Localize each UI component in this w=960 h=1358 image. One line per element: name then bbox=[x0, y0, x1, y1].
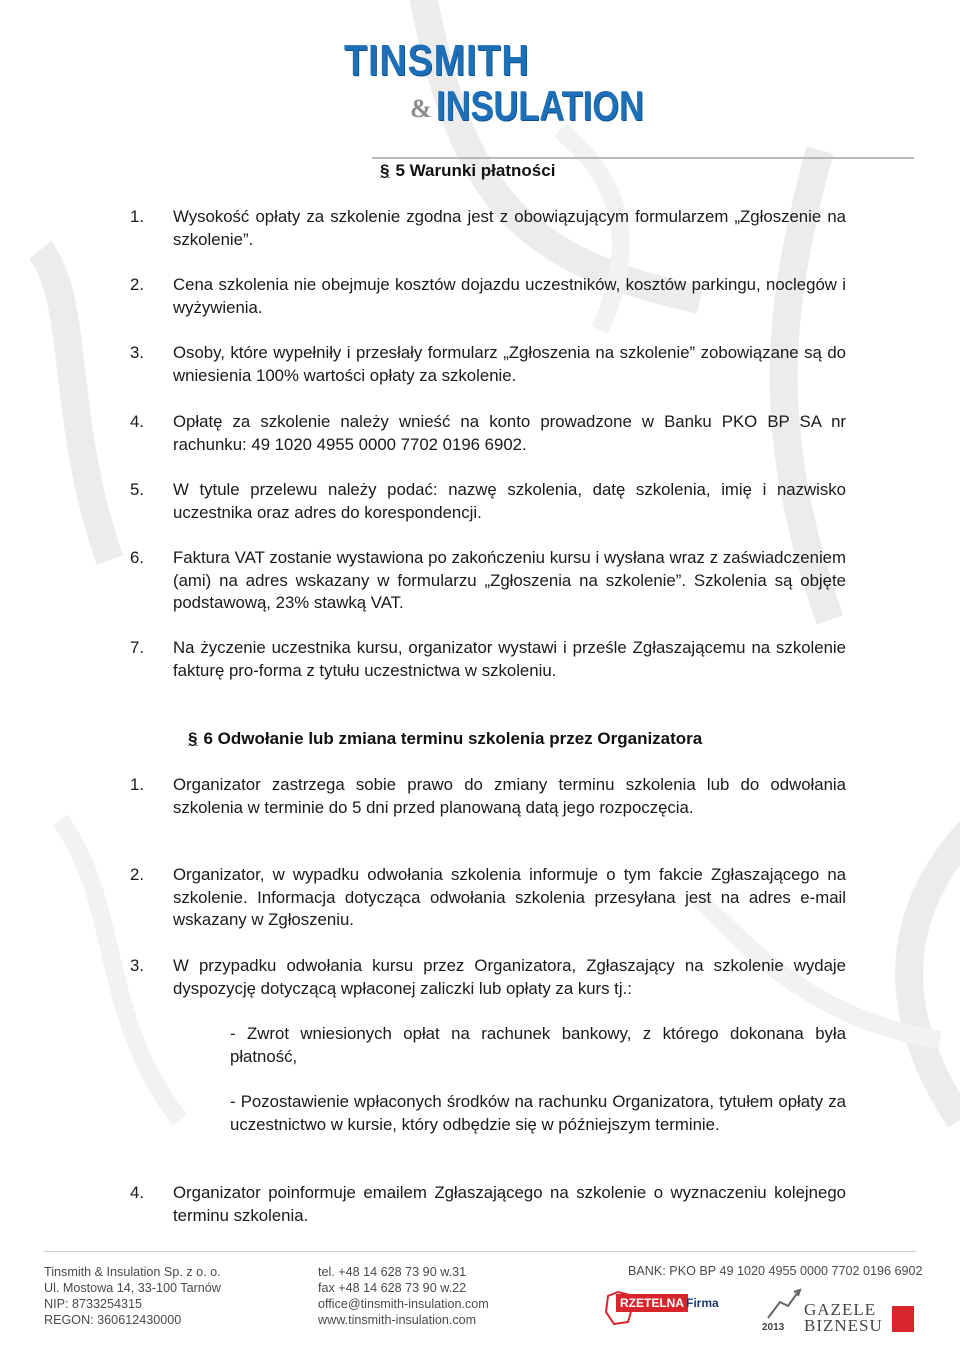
list-number: 7. bbox=[130, 638, 144, 657]
company-nip: NIP: 8733254315 bbox=[44, 1297, 143, 1311]
list-number: 1. bbox=[130, 207, 144, 226]
list-number: 3. bbox=[130, 343, 144, 362]
header-divider bbox=[372, 157, 914, 159]
rzetelna-firma-badge bbox=[604, 1288, 734, 1338]
section-6-heading bbox=[188, 729, 702, 749]
footer-contact-info bbox=[318, 1264, 489, 1328]
footer-divider bbox=[44, 1251, 916, 1252]
list-number: 1. bbox=[130, 775, 144, 794]
rzetelna-label: RZETELNA bbox=[616, 1294, 688, 1312]
contact-phone: tel. +48 14 628 73 90 w.31 bbox=[318, 1265, 467, 1279]
gazele-label: GAZELE bbox=[804, 1300, 877, 1319]
logo-line-insulation: INSULATION bbox=[436, 82, 644, 129]
list-item bbox=[130, 955, 846, 1000]
list-number: 4. bbox=[130, 1183, 144, 1202]
list-item bbox=[130, 411, 846, 456]
sub-item-credit: - Pozostawienie wpłaconych środków na rachunku Organizatora, tytułem opłaty za uczestnictwo w kursie, który odbędzie się w późniejszym terminie. bbox=[230, 1092, 846, 1134]
footer-company-info bbox=[44, 1264, 221, 1328]
list-text: Na życzenie uczestnika kursu, organizator wystawi i prześle Zgłaszającemu na szkolenie fakturę pro-forma z tytułu uczestnictwa w szkoleniu. bbox=[173, 638, 846, 680]
contact-fax: fax +48 14 628 73 90 w.22 bbox=[318, 1281, 467, 1295]
contact-email[interactable]: office@tinsmith-insulation.com bbox=[318, 1297, 489, 1311]
section-6-title: 6 Odwołanie lub zmiana terminu szkolenia przez Organizatora bbox=[203, 729, 703, 748]
badge-year: 2013 bbox=[762, 1322, 785, 1333]
list-item bbox=[130, 342, 846, 387]
list-text: Organizator zastrzega sobie prawo do zmiany terminu szkolenia lub do odwołania szkolenia w terminie do 5 dni przed planowaną datą jego rozpoczęcia. bbox=[173, 775, 846, 817]
biznesu-label: BIZNESU bbox=[804, 1316, 883, 1335]
gazelle-icon bbox=[764, 1288, 804, 1322]
list-number: 6. bbox=[130, 548, 144, 567]
list-item bbox=[130, 274, 846, 319]
list-item bbox=[130, 1182, 846, 1227]
list-number: 4. bbox=[130, 412, 144, 431]
list-item bbox=[130, 637, 846, 682]
list-text: Organizator, w wypadku odwołania szkolenia informuje o tym fakcie Zgłaszającego na szkolenie. Informacja dotycząca odwołania szkolenia przesyłana jest na adres e-mail wskazany w Zgłoszeniu. bbox=[173, 865, 846, 929]
gazele-biznesu-badge bbox=[760, 1288, 920, 1338]
sub-item-refund: - Zwrot wniesionych opłat na rachunek bankowy, z którego dokonana była płatność, bbox=[230, 1024, 846, 1066]
contact-website[interactable]: www.tinsmith-insulation.com bbox=[318, 1313, 477, 1327]
company-name: Tinsmith & Insulation Sp. z o. o. bbox=[44, 1265, 221, 1279]
list-text: Opłatę za szkolenie należy wnieść na konto prowadzone w Banku PKO BP SA nr rachunku: 49 1020 4955 0000 7702 0196 6902. bbox=[173, 412, 846, 454]
list-text: Cena szkolenia nie obejmuje kosztów dojazdu uczestników, kosztów parkingu, noclegów i wyżywienia. bbox=[173, 275, 846, 317]
list-text: Osoby, które wypełniły i przesłały formularz „Zgłoszenia na szkolenie” zobowiązane są do wniesienia 100% wartości opłaty za szkolenie. bbox=[173, 343, 846, 385]
list-item bbox=[130, 547, 846, 615]
list-item bbox=[130, 206, 846, 251]
list-text: W przypadku odwołania kursu przez Organizatora, Zgłaszający na szkolenie wydaje dyspozycję dotyczącą wpłaconej zaliczki lub opłaty za kurs tj.: bbox=[173, 956, 846, 998]
company-logo bbox=[340, 36, 644, 129]
list-number: 5. bbox=[130, 480, 144, 499]
company-address: Ul. Mostowa 14, 33-100 Tarnów bbox=[44, 1281, 221, 1295]
logo-ampersand: & bbox=[410, 94, 432, 123]
list-text: Organizator poinformuje emailem Zgłaszającego na szkolenie o wyznaczeniu kolejnego terminu szkolenia. bbox=[173, 1183, 846, 1225]
company-regon: REGON: 360612430000 bbox=[44, 1313, 182, 1327]
list-item bbox=[130, 864, 846, 932]
list-number: 2. bbox=[130, 865, 144, 884]
footer-bank-account: BANK: PKO BP 49 1020 4955 0000 7702 0196 6902 bbox=[628, 1264, 923, 1278]
paragraph-sign: § bbox=[380, 161, 390, 180]
list-number: 2. bbox=[130, 275, 144, 294]
section-5-title: 5 Warunki płatności bbox=[395, 161, 556, 180]
puls-biznesu-logo bbox=[892, 1306, 914, 1332]
paragraph-sign: § bbox=[188, 729, 198, 748]
list-text: W tytule przelewu należy podać: nazwę szkolenia, datę szkolenia, imię i nazwisko uczestnika oraz adres do korespondencji. bbox=[173, 480, 846, 522]
section-5-heading bbox=[380, 161, 555, 181]
list-number: 3. bbox=[130, 956, 144, 975]
list-text: Faktura VAT zostanie wystawiona po zakończeniu kursu i wysłana wraz z zaświadczeniem (ami) na adres wskazany w formularzu „Zgłoszenia na szkolenie”. Szkolenia są objęte podstawową, 23% stawką VAT. bbox=[173, 548, 846, 612]
firma-label: Firma bbox=[686, 1296, 719, 1310]
logo-line-tinsmith: TINSMITH bbox=[344, 36, 530, 85]
list-item bbox=[130, 479, 846, 524]
list-text: Wysokość opłaty za szkolenie zgodna jest z obowiązującym formularzem „Zgłoszenie na szkolenie”. bbox=[173, 207, 846, 249]
list-item bbox=[130, 774, 846, 819]
